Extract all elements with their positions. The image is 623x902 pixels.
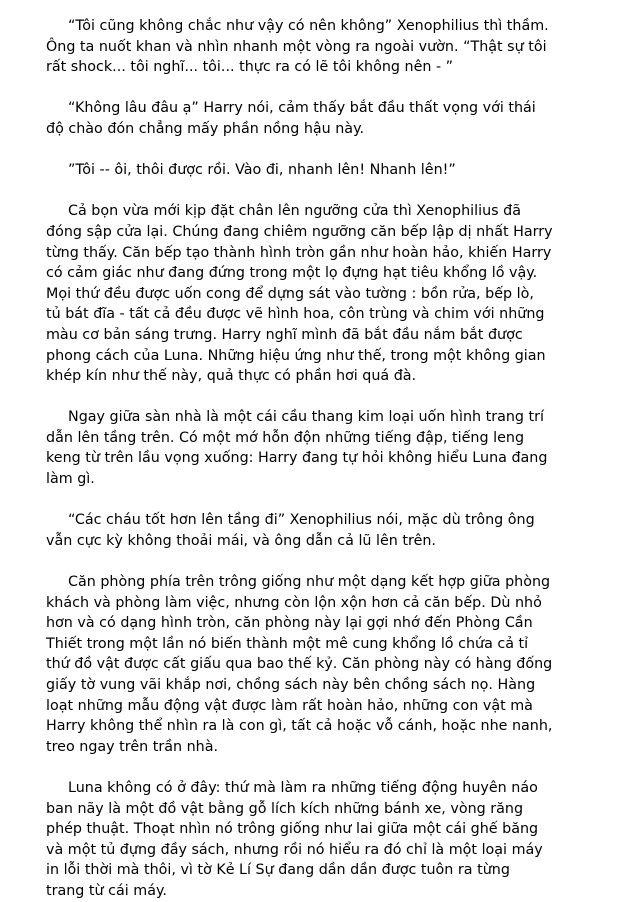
text-line: thứ đồ vật được cất giấu qua bao thế kỷ. Căn phòng này có hàng đống [46, 656, 553, 673]
text-line: Ông ta nuốt khan và nhìn nhanh một vòng ra ngoài vườn. “Thật sự tôi [46, 38, 547, 55]
text-line: dẫn lên tầng trên. Có một mớ hỗn độn những tiếng đập, tiếng leng [46, 429, 525, 446]
text-line: khép kín như thế này, quả thực có phần hơi quá đà. [46, 368, 417, 385]
text-line: từng thấy. Căn bếp tạo thành hình tròn gần như hoàn hảo, khiến Harry [46, 244, 552, 261]
text-line: hơn và có dạng hình tròn, căn phòng này lại gợi nhớ đến Phòng Cần [46, 615, 533, 632]
text-line: độ chào đón chẳng mấy phần nồng hậu này. [46, 120, 365, 137]
text-line: loạt những mẫu động vật được làm rất hoàn hảo, những con vật mà [46, 697, 533, 714]
text-line: làm gì. [46, 471, 95, 488]
text-line: ”Tôi -- ôi, thôi được rồi. Vào đi, nhanh lên! Nhanh lên!” [68, 162, 456, 179]
paragraph-3 [46, 160, 603, 181]
text-line: màu cơ bản sáng trưng. Harry nghĩ mình đã bắt đầu nắm bắt được [46, 326, 523, 343]
text-line: Luna không có ở đây: thứ mà làm ra những tiếng động huyên náo [68, 779, 538, 796]
text-line: Căn phòng phía trên trông giống như một dạng kết hợp giữa phòng [68, 574, 551, 591]
text-line: phép thuật. Thoạt nhìn nó trông giống như lai giữa một cái ghế băng [46, 821, 539, 838]
text-line: tủ bát đĩa - tất cả đều được vẽ hình hoa, côn trùng và chim với những [46, 306, 545, 323]
text-line: “Các cháu tốt hơn lên tầng đi” Xenophilius nói, mặc dù trông ông [68, 512, 535, 529]
paragraph-4 [46, 201, 603, 386]
text-line: khách và phòng làm việc, nhưng còn lộn xộn hơn cả căn bếp. Dù nhỏ [46, 594, 542, 611]
text-line: rất shock... tôi nghĩ... tôi... thực ra có lẽ tôi không nên - ” [46, 59, 454, 76]
text-line: keng từ trên lầu vọng xuống: Harry đang tự hỏi không hiểu Luna đang [46, 450, 548, 467]
text-line: phong cách của Luna. Những hiệu ứng như thế, trong một không gian [46, 347, 546, 364]
text-line: Thiết trong một lần nó biến thành một mê cung khổng lồ chứa cả tỉ [46, 635, 529, 652]
text-line: ban nãy là một đồ vật bằng gỗ lích kích những bánh xe, vòng răng [46, 800, 524, 817]
text-line: và một tủ đựng đầy sách, nhưng rồi nó hiểu ra đó chỉ là một loại máy [46, 841, 543, 858]
text-line: Cả bọn vừa mới kịp đặt chân lên ngưỡng cửa thì Xenophilius đã [68, 203, 521, 220]
text-line: trang từ cái máy. [46, 882, 167, 899]
text-line: Ngay giữa sàn nhà là một cái cầu thang kim loại uốn hình trang trí [68, 409, 544, 426]
text-line: “Tôi cũng không chắc như vậy có nên không” Xenophilius thì thầm. [68, 18, 549, 34]
paragraph-5 [46, 407, 603, 489]
text-line: vẫn cực kỳ không thoải mái, và ông dẫn cả lũ lên trên. [46, 532, 436, 549]
text-line: giấy tờ vung vãi khắp nơi, chồng sách này bên chồng sách nọ. Hàng [46, 677, 536, 693]
text-line: đóng sập cửa lại. Chúng đang chiêm ngưỡng căn bếp lập dị nhất Harry [46, 223, 553, 240]
paragraph-8 [46, 778, 603, 902]
text-line: in lỗi thời mà thôi, vì tờ Kẻ Lí Sự đang dần dần được tuôn ra từng [46, 862, 510, 879]
text-line: “Không lâu đâu ạ” Harry nói, cảm thấy bắt đầu thất vọng với thái [68, 100, 536, 117]
text-line: treo ngay trên trần nhà. [46, 738, 219, 755]
paragraph-1 [46, 16, 603, 78]
text-line: có cảm giác như đang đứng trong một lọ đựng hạt tiêu khổng lồ vậy. [46, 265, 538, 282]
paragraph-2 [46, 98, 603, 139]
paragraph-6 [46, 510, 603, 551]
paragraph-7 [46, 572, 603, 757]
text-line: Mọi thứ đều được uốn cong để dựng sát vào tường : bồn rửa, bếp lò, [46, 285, 534, 302]
text-line: Harry không thể nhìn ra là con gì, tất cả hoặc vỗ cánh, hoặc nhe nanh, [46, 718, 553, 735]
